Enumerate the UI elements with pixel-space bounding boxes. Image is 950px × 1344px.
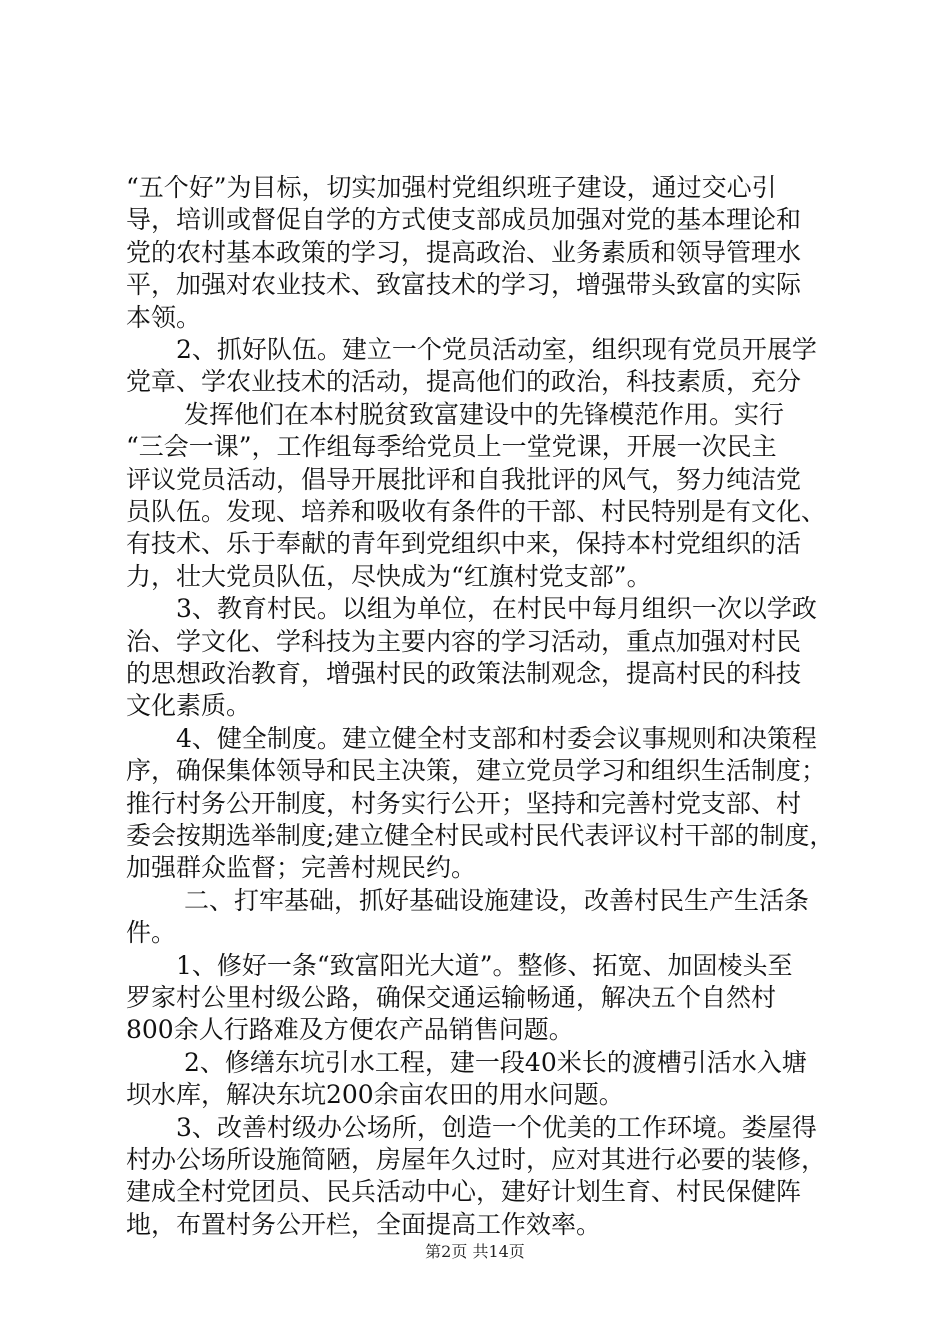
text-line: 3、改善村级办公场所，创造一个优美的工作环境。娄屋得	[176, 1113, 817, 1142]
text-line: 的思想政治教育，增强村民的政策法制观念，提高村民的科技	[126, 659, 802, 688]
text-line: 治、学文化、学科技为主要内容的学习活动，重点加强对村民	[126, 627, 802, 656]
text-line: 员队伍。发现、培养和吸收有条件的干部、村民特别是有文化、	[126, 497, 827, 526]
text-line: 3、教育村民。以组为单位，在村民中每月组织一次以学政	[176, 594, 817, 623]
text-line: 平，加强对农业技术、致富技术的学习，增强带头致富的实际	[126, 270, 802, 299]
text-line: 有技术、乐于奉献的青年到党组织中来，保持本村党组织的活	[126, 529, 802, 558]
text-line: 800余人行路难及方便农产品销售问题。	[126, 1015, 574, 1044]
text-line: 发挥他们在本村脱贫致富建设中的先锋模范作用。实行	[184, 400, 785, 429]
text-line: 文化素质。	[126, 691, 252, 720]
text-line: 力，壮大党员队伍，尽快成为“红旗村党支部”。	[126, 562, 652, 591]
text-line: 导，培训或督促自学的方式使支部成员加强对党的基本理论和	[126, 205, 802, 234]
text-line: 加强群众监督；完善村规民约。	[126, 853, 477, 882]
text-line: 委会按期选举制度;建立健全村民或村民代表评议村干部的制度，	[126, 821, 835, 850]
text-line: 2、修缮东坑引水工程，建一段40米长的渡槽引活水入塘	[184, 1048, 807, 1077]
text-line: 建成全村党团员、民兵活动中心，建好计划生育、村民保健阵	[126, 1177, 802, 1206]
text-line: 本领。	[126, 303, 202, 332]
text-line: 评议党员活动，倡导开展批评和自我批评的风气，努力纯洁党	[126, 465, 802, 494]
text-line: 推行村务公开制度，村务实行公开；坚持和完善村党支部、村	[126, 789, 802, 818]
text-line: 地，布置村务公开栏，全面提高工作效率。	[126, 1210, 602, 1239]
text-line: 罗家村公里村级公路，确保交通运输畅通，解决五个自然村	[126, 983, 777, 1012]
text-line: 4、健全制度。建立健全村支部和村委会议事规则和决策程	[176, 724, 817, 753]
section-heading: 二、打牢基础，抓好基础设施建设，改善村民生产生活条	[184, 886, 810, 915]
text-line: “五个好”为目标，切实加强村党组织班子建设，通过交心引	[126, 173, 777, 202]
text-line: 党的农村基本政策的学习，提高政治、业务素质和领导管理水	[126, 238, 802, 267]
text-line: 序，确保集体领导和民主决策，建立党员学习和组织生活制度；	[126, 756, 827, 785]
page-number: 第2页 共14页	[425, 1242, 525, 1261]
text-line: 1、修好一条“致富阳光大道”。整修、拓宽、加固棱头至	[176, 951, 793, 980]
text-line: “三会一课”，工作组每季给党员上一堂党课，开展一次民主	[126, 432, 777, 461]
text-line: 党章、学农业技术的活动，提高他们的政治，科技素质，充分	[126, 367, 802, 396]
text-line: 2、抓好队伍。建立一个党员活动室，组织现有党员开展学	[176, 335, 817, 364]
text-line: 村办公场所设施简陋，房屋年久过时，应对其进行必要的装修，	[126, 1145, 827, 1174]
text-line: 坝水库，解决东坑200余亩农田的用水问题。	[126, 1080, 624, 1109]
text-line: 件。	[126, 918, 177, 947]
